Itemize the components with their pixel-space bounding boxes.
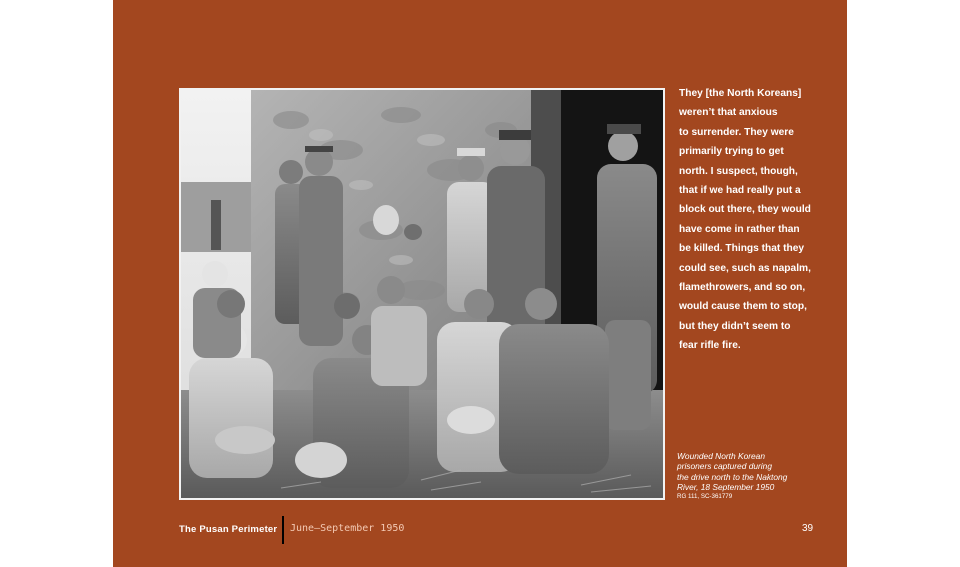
- caption-line: River, 18 September 1950: [677, 481, 775, 492]
- quote-line: flamethrowers, and so on,: [679, 282, 806, 294]
- footer-chapter-dates: June–September 1950: [290, 523, 405, 534]
- quote-line: fear rifle fire.: [679, 340, 741, 352]
- oral-history-quote: [679, 84, 829, 356]
- quote-line: They [the North Koreans]: [679, 88, 802, 99]
- footer-divider: [282, 516, 284, 544]
- quote-line: north. I suspect, though,: [679, 165, 798, 177]
- photo-caption: [677, 451, 837, 501]
- caption-line: Wounded North Korean: [677, 451, 765, 461]
- quote-line: that if we had really put a: [679, 185, 801, 197]
- quote-line: block out there, they would: [679, 204, 811, 216]
- footer-chapter-title: The Pusan Perimeter: [179, 524, 278, 535]
- quote-line: be killed. Things that they: [679, 243, 805, 255]
- quote-line: to surrender. They were: [679, 126, 794, 138]
- quote-line: would cause them to stop,: [679, 301, 807, 313]
- quote-line: weren’t that anxious: [679, 107, 778, 119]
- page-number: 39: [802, 523, 814, 534]
- caption-line: prisoners captured during: [677, 461, 772, 472]
- book-page: [113, 0, 847, 567]
- quote-line: have come in rather than: [679, 223, 800, 235]
- caption-archive-reference: RG 111, SC-361779: [677, 493, 733, 501]
- photograph-image: [181, 90, 663, 498]
- quote-line: but they didn’t seem to: [679, 320, 791, 332]
- quote-line: could see, such as napalm,: [679, 262, 811, 274]
- prisoners-photograph: [179, 88, 665, 500]
- quote-line: primarily trying to get: [679, 146, 784, 158]
- caption-line: the drive north to the Naktong: [677, 471, 788, 482]
